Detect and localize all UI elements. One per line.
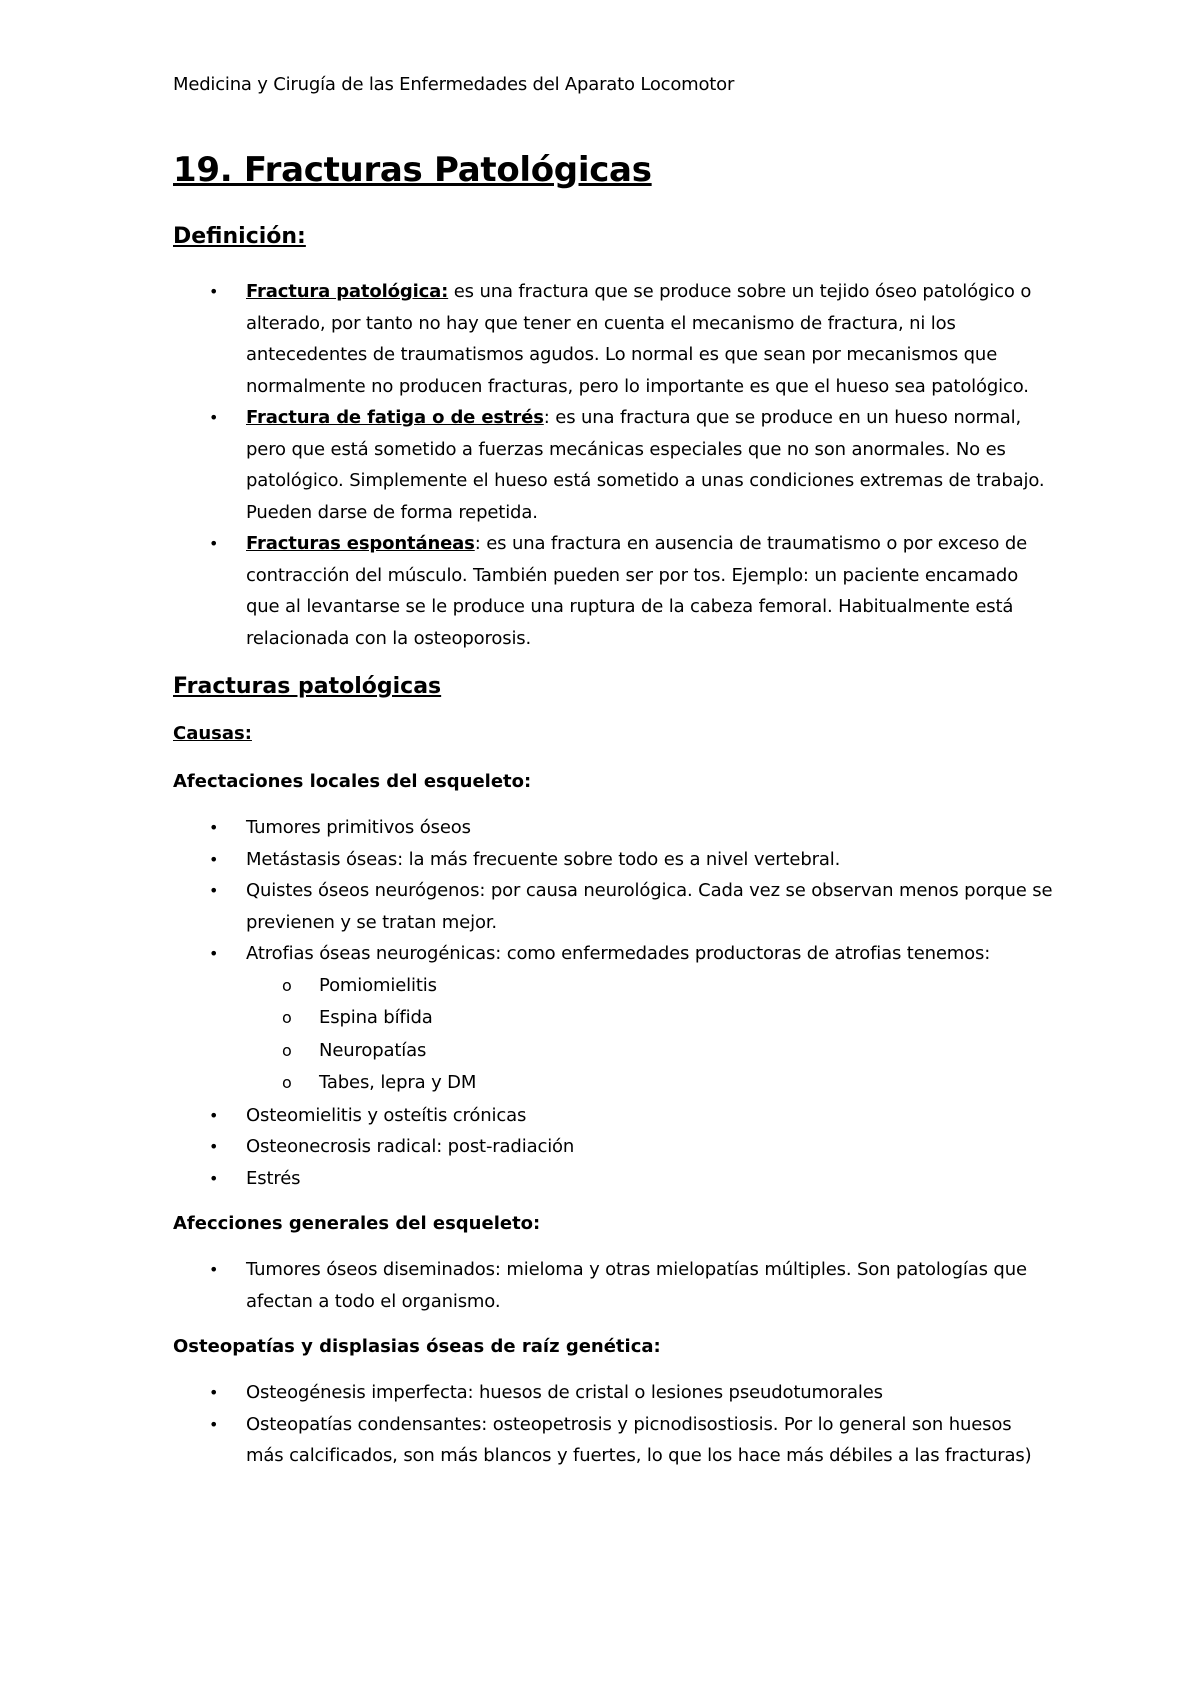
atrophy-sublist <box>246 970 1053 1100</box>
sublist-item-text: Neuropatías <box>319 1039 427 1061</box>
list-item-text: Osteogénesis imperfecta: huesos de cristal o lesiones pseudotumorales <box>246 1382 883 1403</box>
circle-bullet-icon: o <box>282 1073 292 1092</box>
bullet-icon: • <box>209 1383 219 1402</box>
term-description: : es una fractura en ausencia de traumatismo o por exceso de contracción del músculo. También pueden ser por tos. Ejemplo: un paciente encamado que al levantarse se le produce una ruptura de la cabeza femoral. Habitualmente está relacionada con la osteoporosis. <box>246 533 1028 649</box>
list-item <box>173 1409 1053 1472</box>
definition-list <box>173 276 1053 654</box>
bullet-icon: • <box>209 1260 219 1279</box>
list-item-text: Osteopatías condensantes: osteopetrosis y picnodisostiosis. Por lo general son huesos más calcificados, son más blancos y fuertes, lo que los hace más débiles a las fracturas) <box>246 1413 1032 1466</box>
list-item <box>173 276 1053 402</box>
list-item <box>173 528 1053 654</box>
term-label: Fractura de fatiga o de estrés <box>246 407 544 428</box>
term-label: Fractura patológica: <box>246 281 449 302</box>
bullet-icon: • <box>209 1168 219 1188</box>
sublist-item <box>246 1067 1053 1100</box>
list-item <box>173 1163 1053 1195</box>
list-item-text: Metástasis óseas: la más frecuente sobre todo es a nivel vertebral. <box>246 848 841 870</box>
list-item <box>173 812 1053 844</box>
bullet-icon: • <box>209 849 219 869</box>
bullet-icon: • <box>209 1137 219 1156</box>
list-item-text: Estrés <box>246 1167 301 1189</box>
bullet-icon: • <box>209 881 219 900</box>
list-item-text: Osteonecrosis radical: post-radiación <box>246 1136 575 1157</box>
general-causes-heading: Afecciones generales del esqueleto: <box>173 1213 541 1234</box>
term-label: Fracturas espontáneas <box>246 533 475 554</box>
general-causes-list <box>173 1254 1053 1317</box>
sublist-item-text: Pomiomielitis <box>319 974 437 996</box>
document-title: 19. Fracturas Patológicas <box>173 150 652 190</box>
list-item <box>173 1131 1053 1163</box>
bullet-icon: • <box>209 1414 219 1434</box>
list-item <box>173 875 1053 938</box>
list-item <box>173 1254 1053 1317</box>
list-item <box>173 1100 1053 1132</box>
document-body <box>173 148 1053 1472</box>
sublist-item <box>246 1035 1053 1068</box>
circle-bullet-icon: o <box>282 1040 292 1060</box>
list-item-text: Tumores óseos diseminados: mieloma y otras mielopatías múltiples. Son patologías que afectan a todo el organismo. <box>246 1259 1027 1312</box>
list-item-text: Quistes óseos neurógenos: por causa neurológica. Cada vez se observan menos porque se previenen y se tratan mejor. <box>246 880 1053 933</box>
circle-bullet-icon: o <box>282 975 292 995</box>
sublist-item-text: Espina bífida <box>319 1007 433 1028</box>
term-description: : es una fractura que se produce en un hueso normal, pero que está sometido a fuerzas mecánicas especiales que no son anormales. No es patológico. Simplemente el hueso está sometido a unas condiciones extremas de trabajo. Pueden darse de forma repetida. <box>246 407 1045 523</box>
section-heading-pathologic: Fracturas patológicas <box>173 674 442 699</box>
local-causes-heading: Afectaciones locales del esqueleto: <box>173 771 532 792</box>
definition-heading: Definición: <box>173 224 306 249</box>
list-item-text: Atrofias óseas neurogénicas: como enfermedades productoras de atrofias tenemos: <box>246 943 991 964</box>
list-item <box>173 938 1053 1100</box>
bullet-icon: • <box>209 282 219 301</box>
list-item <box>173 402 1053 528</box>
genetic-causes-heading: Osteopatías y displasias óseas de raíz genética: <box>173 1336 661 1357</box>
list-item <box>173 1377 1053 1409</box>
local-causes-list <box>173 812 1053 1194</box>
causes-label: Causas: <box>173 723 252 744</box>
list-item-text: Tumores primitivos óseos <box>246 817 471 838</box>
running-header: Medicina y Cirugía de las Enfermedades del Aparato Locomotor <box>173 74 735 95</box>
sublist-item <box>246 1002 1053 1035</box>
bullet-icon: • <box>209 1105 219 1125</box>
list-item <box>173 844 1053 876</box>
list-item-text: Osteomielitis y osteítis crónicas <box>246 1104 527 1126</box>
circle-bullet-icon: o <box>282 1008 292 1027</box>
genetic-causes-list <box>173 1377 1053 1472</box>
bullet-icon: • <box>209 818 219 837</box>
sublist-item <box>246 970 1053 1003</box>
bullet-icon: • <box>209 534 219 553</box>
bullet-icon: • <box>209 408 219 427</box>
term-description: es una fractura que se produce sobre un tejido óseo patológico o alterado, por tanto no hay que tener en cuenta el mecanismo de fractura, ni los antecedentes de traumatismos agudos. Lo normal es que sean por mecanismos que normalmente no producen fracturas, pero lo importante es que el hueso sea patológico. <box>246 281 1032 397</box>
sublist-item-text: Tabes, lepra y DM <box>319 1072 477 1093</box>
bullet-icon: • <box>209 944 219 963</box>
